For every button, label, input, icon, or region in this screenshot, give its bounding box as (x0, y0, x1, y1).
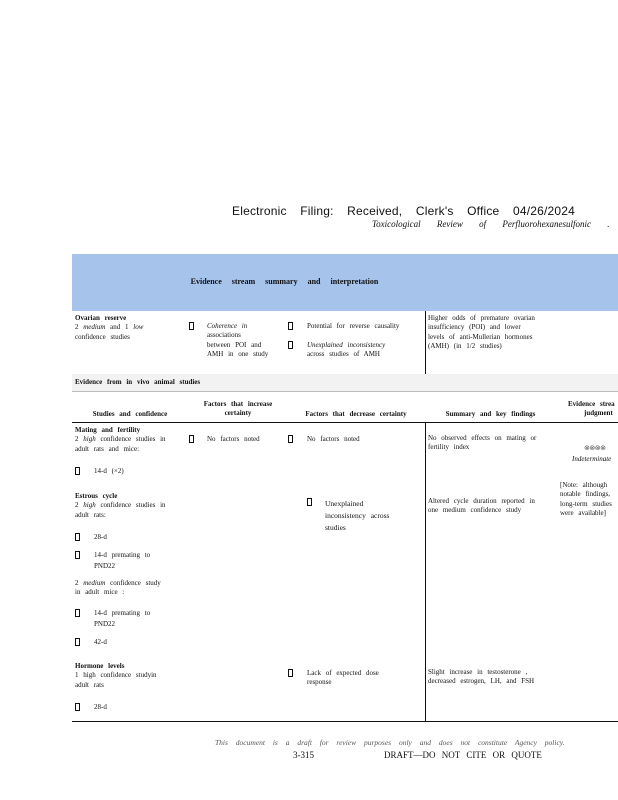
col-header-increase: Factors that increase certainty (203, 400, 273, 417)
judgment-circle-icon: ⊗⊗⊗⊗ (584, 444, 606, 452)
table-band-title: Evidence stream summary and interpretation (190, 277, 379, 286)
col-header-studies: Studies and confidence (92, 410, 168, 418)
ovarian-line2: confidence studies (75, 332, 130, 341)
column-divider (425, 311, 426, 374)
bullet-box-icon (288, 669, 293, 677)
draft-notice: DRAFT—DO NOT CITE OR QUOTE (384, 750, 542, 760)
mating-decrease: No factors noted (307, 435, 360, 443)
mating-judgment: Indeterminate (572, 455, 612, 463)
estrous-rat-bullet: PND22 (94, 562, 116, 570)
hormone-summary: Slight increase in testosterone , decreased estrogen, LH, and FSH (428, 668, 535, 686)
estrous-line2: adult rats: (75, 510, 106, 519)
bullet-box-icon (189, 435, 194, 443)
hormone-line1: 1 high confidence studyin (75, 671, 157, 680)
animal-evidence-heading: Evidence from in vivo animal studies (75, 378, 201, 386)
table-band (72, 254, 618, 311)
hormone-title: Hormone levels (75, 662, 125, 670)
bullet-box-icon (288, 341, 293, 349)
estrous-rat-bullet: 14-d premating to (94, 551, 151, 559)
estrous-mice-bullet: 14-d premating to (94, 609, 151, 617)
bullet-box-icon (75, 703, 80, 711)
ovarian-summary: Higher odds of premature ovarian insufficiency (POI) and lower levels of anti-Mullerian hormones (AMH) (in 1/2 studies) (428, 314, 535, 351)
mating-increase: No factors noted (207, 435, 260, 443)
estrous-decrease: Unexplained inconsistency across studies (325, 499, 390, 532)
estrous-mice-line1: 2 medium confidence study (75, 579, 161, 587)
document-subtitle: Toxicological Review of Perfluorohexanesulfonic . (372, 219, 610, 229)
ovarian-increase: Coherence in associations between POI and AMH in one study (207, 322, 269, 359)
filing-stamp: Electronic Filing: Received, Clerk's Office 04/26/2024 (232, 204, 576, 218)
hormone-line2: adult rats (75, 680, 104, 689)
draft-disclaimer: This document is a draft for review purposes only and does not constitute Agency policy. (215, 738, 565, 747)
ovarian-decrease-1: Potential for reverse causality (307, 322, 400, 330)
column-divider (425, 422, 426, 721)
bullet-box-icon (75, 533, 80, 541)
hormone-bullet: 28-d (94, 703, 107, 711)
estrous-mice-line2: in adult mice : (75, 588, 125, 597)
estrous-note: [Note: although notable findings, long-term studies were available] (560, 481, 612, 518)
estrous-line1: 2 high confidence studies in (75, 501, 166, 510)
table-bottom-border (72, 721, 618, 722)
ovarian-studies (75, 314, 143, 342)
estrous-rat-bullet: 28-d (94, 533, 107, 541)
bullet-box-icon (75, 467, 80, 475)
ovarian-line1: 2 medium and 1 low (75, 323, 144, 332)
estrous-mice-bullet: PND22 (94, 620, 116, 628)
ovarian-decrease-2: Unexplained inconsistency across studies of AMH (307, 341, 386, 359)
hormone-studies (75, 662, 157, 690)
col-header-summary: Summary and key findings (445, 410, 536, 418)
mating-summary: No observed effects on mating or fertility index (428, 434, 537, 452)
bullet-box-icon (288, 322, 293, 330)
page-number: 3-315 (293, 750, 314, 760)
bullet-box-icon (189, 322, 194, 330)
bullet-box-icon (288, 435, 293, 443)
bullet-box-icon (75, 609, 80, 617)
estrous-mice (75, 579, 161, 598)
estrous-studies (75, 492, 166, 520)
bullet-box-icon (75, 551, 80, 559)
col-header-judgment: Evidence strea judgment (568, 400, 615, 417)
row-divider (72, 422, 618, 423)
mating-studies (75, 426, 166, 454)
mating-line1: 2 high confidence studies in (75, 435, 166, 444)
bullet-box-icon (75, 638, 80, 646)
mating-line2: adult rats and mice: (75, 444, 140, 453)
row-divider (72, 391, 618, 392)
ovarian-title: Ovarian reserve (75, 314, 127, 322)
col-header-decrease: Factors that decrease certainty (305, 410, 407, 418)
bullet-box-icon (307, 498, 312, 506)
estrous-title: Estrous cycle (75, 492, 118, 500)
estrous-summary: Altered cycle duration reported in one medium confidence study (428, 497, 535, 515)
hormone-decrease: Lack of expected dose response (307, 669, 379, 687)
mating-bullet: 14-d (×2) (94, 467, 124, 475)
mating-title: Mating and fertility (75, 426, 141, 434)
estrous-mice-bullet: 42-d (94, 638, 107, 646)
